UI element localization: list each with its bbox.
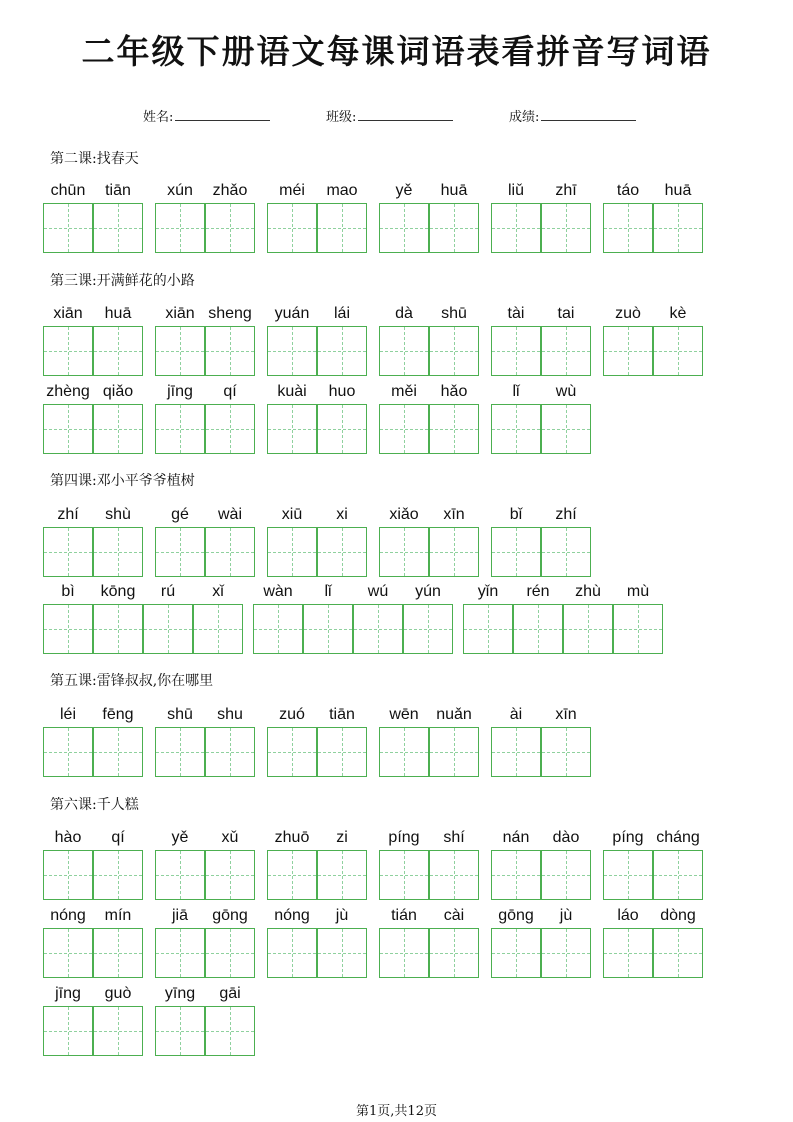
tianzige-cell[interactable] <box>317 928 367 978</box>
tianzige-cell[interactable] <box>541 727 591 777</box>
tianzige-cell[interactable] <box>43 604 93 654</box>
pinyin-syllable: qí <box>111 829 125 846</box>
tianzige-cell[interactable] <box>653 326 703 376</box>
tianzige-cell[interactable] <box>491 850 541 900</box>
tianzige-cell[interactable] <box>267 203 317 253</box>
lesson-heading: 第五课:雷锋叔叔,你在哪里 <box>50 673 214 689</box>
pinyin-syllable: shí <box>443 829 465 846</box>
pinyin-syllable: tai <box>557 305 575 322</box>
pinyin-syllable: lái <box>333 305 350 322</box>
pinyin-syllable: zhèng <box>46 383 90 400</box>
pinyin-syllable: gé <box>171 506 189 523</box>
pinyin-syllable: tài <box>507 305 525 322</box>
page-footer: 第1页,共12页 <box>356 1104 437 1119</box>
tianzige-cell[interactable] <box>143 604 193 654</box>
writing-grid <box>491 203 591 253</box>
pinyin-syllable: nuǎn <box>436 706 472 723</box>
tianzige-cell[interactable] <box>353 604 403 654</box>
writing-grid <box>43 928 143 978</box>
writing-grid <box>463 604 663 654</box>
pinyin-syllable: yě <box>395 182 413 199</box>
tianzige-cell[interactable] <box>205 203 255 253</box>
pinyin-syllable: xiū <box>281 506 303 523</box>
pinyin-syllable: bì <box>61 583 75 600</box>
tianzige-cell[interactable] <box>43 527 93 577</box>
tianzige-cell[interactable] <box>541 404 591 454</box>
pinyin-syllable: nóng <box>50 907 86 924</box>
tianzige-cell[interactable] <box>43 203 93 253</box>
pinyin-syllable: zhuō <box>274 829 310 846</box>
pinyin-syllable: táo <box>616 182 640 199</box>
tianzige-cell[interactable] <box>463 604 513 654</box>
pinyin-syllable: méi <box>279 182 305 199</box>
tianzige-cell[interactable] <box>193 604 243 654</box>
writing-grid <box>379 727 479 777</box>
tianzige-cell[interactable] <box>43 404 93 454</box>
tianzige-cell[interactable] <box>155 727 205 777</box>
writing-grid <box>267 326 367 376</box>
tianzige-cell[interactable] <box>379 850 429 900</box>
pinyin-syllable: shū <box>441 305 467 322</box>
pinyin-syllable: zhù <box>575 583 601 600</box>
pinyin-syllable: xiān <box>165 305 195 322</box>
writing-grid <box>155 203 255 253</box>
tianzige-cell[interactable] <box>379 203 429 253</box>
writing-grid <box>603 928 703 978</box>
name-label: 姓名: <box>143 110 174 125</box>
pinyin-syllable: ài <box>509 706 523 723</box>
pinyin-syllable: tián <box>391 907 417 924</box>
tianzige-cell[interactable] <box>541 850 591 900</box>
tianzige-cell[interactable] <box>379 928 429 978</box>
tianzige-cell[interactable] <box>317 203 367 253</box>
pinyin-syllable: xǐ <box>212 583 224 600</box>
name-blank[interactable] <box>175 107 270 121</box>
tianzige-cell[interactable] <box>317 727 367 777</box>
class-blank[interactable] <box>358 107 453 121</box>
pinyin-syllable: píng <box>612 829 644 846</box>
pinyin-syllable: cài <box>443 907 465 924</box>
tianzige-cell[interactable] <box>155 326 205 376</box>
tianzige-cell[interactable] <box>205 928 255 978</box>
tianzige-cell[interactable] <box>379 527 429 577</box>
writing-grid <box>379 203 479 253</box>
writing-grid <box>379 928 479 978</box>
tianzige-cell[interactable] <box>155 1006 205 1056</box>
writing-grid <box>155 727 255 777</box>
pinyin-syllable: jīng <box>55 985 81 1002</box>
writing-grid <box>603 326 703 376</box>
tianzige-cell[interactable] <box>303 604 353 654</box>
tianzige-cell[interactable] <box>491 928 541 978</box>
pinyin-syllable: chūn <box>50 182 86 199</box>
score-field <box>509 106 636 125</box>
tianzige-cell[interactable] <box>603 928 653 978</box>
pinyin-syllable: wù <box>555 383 577 400</box>
pinyin-syllable: hào <box>54 829 82 846</box>
lesson-heading: 第三课:开满鲜花的小路 <box>50 273 195 289</box>
tianzige-cell[interactable] <box>603 326 653 376</box>
pinyin-syllable: fēng <box>102 706 134 723</box>
writing-grid <box>43 527 143 577</box>
pinyin-syllable: shù <box>105 506 131 523</box>
writing-grid <box>603 850 703 900</box>
pinyin-syllable: lǐ <box>512 383 520 400</box>
tianzige-cell[interactable] <box>429 928 479 978</box>
tianzige-cell[interactable] <box>155 850 205 900</box>
name-field <box>143 106 270 125</box>
lesson-heading: 第六课:千人糕 <box>50 797 139 813</box>
writing-grid <box>155 928 255 978</box>
tianzige-cell[interactable] <box>93 326 143 376</box>
tianzige-cell[interactable] <box>491 527 541 577</box>
tianzige-cell[interactable] <box>155 527 205 577</box>
tianzige-cell[interactable] <box>155 203 205 253</box>
pinyin-syllable: xiān <box>53 305 83 322</box>
writing-grid <box>491 727 591 777</box>
pinyin-syllable: huā <box>440 182 468 199</box>
writing-grid <box>491 850 591 900</box>
pinyin-syllable: léi <box>59 706 76 723</box>
pinyin-syllable: nóng <box>274 907 310 924</box>
tianzige-cell[interactable] <box>205 1006 255 1056</box>
pinyin-syllable: bǐ <box>509 506 523 523</box>
pinyin-syllable: zuò <box>615 305 641 322</box>
pinyin-syllable: jù <box>559 907 573 924</box>
tianzige-cell[interactable] <box>653 850 703 900</box>
pinyin-syllable: jù <box>335 907 349 924</box>
tianzige-cell[interactable] <box>93 850 143 900</box>
tianzige-cell[interactable] <box>43 326 93 376</box>
pinyin-syllable: sheng <box>208 305 252 322</box>
writing-grid <box>155 850 255 900</box>
writing-grid <box>253 604 453 654</box>
tianzige-cell[interactable] <box>43 727 93 777</box>
pinyin-syllable: rú <box>160 583 176 600</box>
writing-grid <box>379 527 479 577</box>
pinyin-syllable: gāi <box>219 985 241 1002</box>
tianzige-cell[interactable] <box>403 604 453 654</box>
writing-grid <box>603 203 703 253</box>
pinyin-syllable: yuán <box>274 305 310 322</box>
pinyin-syllable: qiǎo <box>102 383 134 400</box>
writing-grid <box>267 404 367 454</box>
pinyin-syllable: zhí <box>555 506 577 523</box>
tianzige-cell[interactable] <box>267 928 317 978</box>
pinyin-syllable: jiā <box>171 907 188 924</box>
pinyin-syllable: xiǎo <box>389 506 419 523</box>
writing-grid <box>155 1006 255 1056</box>
writing-grid <box>155 404 255 454</box>
tianzige-cell[interactable] <box>267 326 317 376</box>
pinyin-syllable: zhī <box>555 182 577 199</box>
pinyin-syllable: měi <box>391 383 417 400</box>
writing-grid <box>43 1006 143 1056</box>
pinyin-syllable: nán <box>502 829 530 846</box>
pinyin-syllable: xi <box>336 506 348 523</box>
pinyin-syllable: yún <box>415 583 441 600</box>
pinyin-syllable: huā <box>104 305 132 322</box>
pinyin-syllable: liǔ <box>507 182 524 199</box>
tianzige-cell[interactable] <box>43 850 93 900</box>
tianzige-cell[interactable] <box>205 527 255 577</box>
pinyin-syllable: hǎo <box>440 383 468 400</box>
pinyin-syllable: mao <box>326 182 358 199</box>
pinyin-syllable: kōng <box>100 583 136 600</box>
score-blank[interactable] <box>541 107 636 121</box>
writing-grid <box>267 203 367 253</box>
tianzige-cell[interactable] <box>317 404 367 454</box>
pinyin-syllable: tiān <box>329 706 355 723</box>
pinyin-syllable: dà <box>395 305 413 322</box>
tianzige-cell[interactable] <box>541 527 591 577</box>
tianzige-cell[interactable] <box>491 326 541 376</box>
tianzige-cell[interactable] <box>513 604 563 654</box>
pinyin-syllable: xǔ <box>221 829 239 846</box>
tianzige-cell[interactable] <box>205 850 255 900</box>
tianzige-cell[interactable] <box>379 404 429 454</box>
tianzige-cell[interactable] <box>205 326 255 376</box>
tianzige-cell[interactable] <box>267 404 317 454</box>
pinyin-syllable: dòng <box>660 907 696 924</box>
tianzige-cell[interactable] <box>43 928 93 978</box>
writing-grid <box>379 850 479 900</box>
pinyin-syllable: shu <box>217 706 243 723</box>
pinyin-syllable: gōng <box>498 907 534 924</box>
tianzige-cell[interactable] <box>267 527 317 577</box>
tianzige-cell[interactable] <box>603 850 653 900</box>
pinyin-syllable: láo <box>617 907 639 924</box>
score-label: 成绩: <box>509 110 540 125</box>
tianzige-cell[interactable] <box>429 404 479 454</box>
writing-grid <box>267 928 367 978</box>
pinyin-syllable: xīn <box>555 706 577 723</box>
writing-grid <box>267 727 367 777</box>
tianzige-cell[interactable] <box>93 404 143 454</box>
pinyin-syllable: wài <box>217 506 242 523</box>
tianzige-cell[interactable] <box>603 203 653 253</box>
pinyin-syllable: zi <box>336 829 348 846</box>
pinyin-syllable: guò <box>104 985 132 1002</box>
tianzige-cell[interactable] <box>155 404 205 454</box>
tianzige-cell[interactable] <box>379 326 429 376</box>
writing-grid <box>43 326 143 376</box>
pinyin-syllable: lǐ <box>324 583 332 600</box>
tianzige-cell[interactable] <box>653 203 703 253</box>
pinyin-syllable: píng <box>388 829 420 846</box>
tianzige-cell[interactable] <box>541 326 591 376</box>
pinyin-syllable: wàn <box>263 583 293 600</box>
pinyin-syllable: jīng <box>167 383 193 400</box>
tianzige-cell[interactable] <box>429 527 479 577</box>
tianzige-cell[interactable] <box>93 203 143 253</box>
pinyin-syllable: zhí <box>57 506 79 523</box>
tianzige-cell[interactable] <box>429 203 479 253</box>
class-field <box>326 106 453 125</box>
tianzige-cell[interactable] <box>317 326 367 376</box>
tianzige-cell[interactable] <box>93 928 143 978</box>
writing-grid <box>379 326 479 376</box>
tianzige-cell[interactable] <box>429 326 479 376</box>
pinyin-syllable: cháng <box>656 829 700 846</box>
writing-grid <box>43 203 143 253</box>
writing-grid <box>491 404 591 454</box>
pinyin-syllable: zuó <box>279 706 305 723</box>
tianzige-cell[interactable] <box>429 727 479 777</box>
pinyin-syllable: kuài <box>277 383 307 400</box>
pinyin-syllable: yīng <box>164 985 196 1002</box>
lesson-heading: 第四课:邓小平爷爷植树 <box>50 473 195 489</box>
tianzige-cell[interactable] <box>267 850 317 900</box>
tianzige-cell[interactable] <box>155 928 205 978</box>
writing-grid <box>379 404 479 454</box>
tianzige-cell[interactable] <box>205 727 255 777</box>
writing-grid <box>43 727 143 777</box>
tianzige-cell[interactable] <box>613 604 663 654</box>
tianzige-cell[interactable] <box>429 850 479 900</box>
writing-grid <box>155 326 255 376</box>
pinyin-syllable: wú <box>367 583 389 600</box>
class-label: 班级: <box>326 110 357 125</box>
pinyin-syllable: mù <box>626 583 650 600</box>
tianzige-cell[interactable] <box>491 203 541 253</box>
pinyin-syllable: gōng <box>212 907 248 924</box>
writing-grid <box>43 850 143 900</box>
pinyin-syllable: huo <box>328 383 356 400</box>
lesson-heading: 第二课:找春天 <box>50 151 139 167</box>
tianzige-cell[interactable] <box>93 1006 143 1056</box>
tianzige-cell[interactable] <box>267 727 317 777</box>
pinyin-syllable: zhǎo <box>212 182 248 199</box>
pinyin-syllable: tiān <box>105 182 131 199</box>
tianzige-cell[interactable] <box>93 527 143 577</box>
tianzige-cell[interactable] <box>43 1006 93 1056</box>
writing-grid <box>491 527 591 577</box>
page-title: 二年级下册语文每课词语表看拼音写词语 <box>81 32 712 71</box>
tianzige-cell[interactable] <box>563 604 613 654</box>
pinyin-syllable: qí <box>223 383 237 400</box>
pinyin-syllable: xīn <box>443 506 465 523</box>
pinyin-syllable: yě <box>171 829 189 846</box>
tianzige-cell[interactable] <box>205 404 255 454</box>
tianzige-cell[interactable] <box>541 928 591 978</box>
tianzige-cell[interactable] <box>491 404 541 454</box>
writing-grid <box>155 527 255 577</box>
tianzige-cell[interactable] <box>253 604 303 654</box>
writing-grid <box>491 326 591 376</box>
tianzige-cell[interactable] <box>379 727 429 777</box>
writing-grid <box>43 404 143 454</box>
pinyin-syllable: kè <box>669 305 687 322</box>
tianzige-cell[interactable] <box>317 527 367 577</box>
tianzige-cell[interactable] <box>93 604 143 654</box>
tianzige-cell[interactable] <box>491 727 541 777</box>
writing-grid <box>267 850 367 900</box>
pinyin-syllable: wēn <box>389 706 419 723</box>
tianzige-cell[interactable] <box>93 727 143 777</box>
pinyin-syllable: dào <box>552 829 580 846</box>
tianzige-cell[interactable] <box>317 850 367 900</box>
tianzige-cell[interactable] <box>541 203 591 253</box>
writing-grid <box>267 527 367 577</box>
pinyin-syllable: rén <box>526 583 550 600</box>
pinyin-syllable: yǐn <box>477 583 499 600</box>
pinyin-syllable: xún <box>167 182 193 199</box>
pinyin-syllable: mín <box>104 907 132 924</box>
writing-grid <box>491 928 591 978</box>
writing-grid <box>43 604 243 654</box>
tianzige-cell[interactable] <box>653 928 703 978</box>
pinyin-syllable: shū <box>167 706 193 723</box>
pinyin-syllable: huā <box>664 182 692 199</box>
